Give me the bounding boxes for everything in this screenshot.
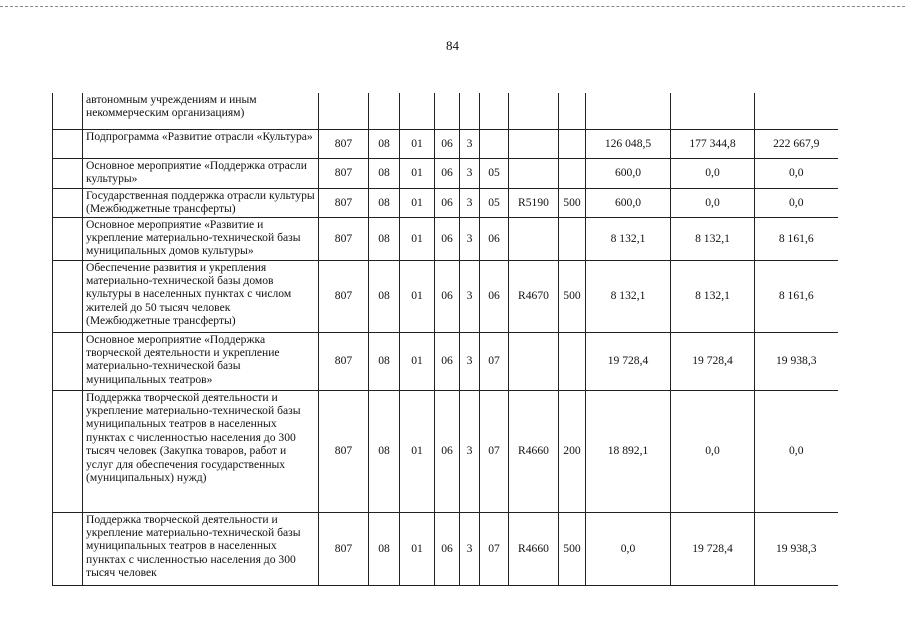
cell-subprogram-code: 3 (460, 129, 480, 158)
cell-program-code: 06 (435, 332, 460, 390)
table-row (53, 158, 838, 188)
cell-subsection-code: 01 (400, 129, 435, 158)
table-body (53, 93, 838, 585)
cell-subprogram-code: 3 (460, 332, 480, 390)
page-number: 84 (446, 38, 459, 53)
cell-amount-year-2: 8 132,1 (671, 260, 755, 332)
cell-direction-code (509, 129, 559, 158)
cell-expense-type-code: 200 (559, 390, 586, 512)
cell-section-code: 08 (369, 260, 400, 332)
cell-amount-year-3: 8 161,6 (755, 260, 838, 332)
row-margin-cell (53, 129, 83, 158)
cell-expense-type-code (559, 217, 586, 260)
cell-amount-year-3: 8 161,6 (755, 217, 838, 260)
row-margin-cell (53, 332, 83, 390)
cell-expense-type-code (559, 332, 586, 390)
cell-amount-year-1: 600,0 (586, 188, 671, 217)
cell-program-code: 06 (435, 188, 460, 217)
cell-expense-type-code: 500 (559, 260, 586, 332)
row-margin-cell (53, 260, 83, 332)
cell-amount-year-3: 0,0 (755, 390, 838, 512)
scan-edge-line (0, 6, 905, 7)
cell-subsection-code: 01 (400, 158, 435, 188)
cell-ministry-code: 807 (319, 332, 369, 390)
cell-amount-year-2: 19 728,4 (671, 512, 755, 585)
cell-event-code: 05 (480, 158, 509, 188)
cell-program-code (435, 93, 460, 129)
cell-subprogram-code (460, 93, 480, 129)
cell-amount-year-1 (586, 93, 671, 129)
cell-subsection-code: 01 (400, 390, 435, 512)
table-row (53, 129, 838, 158)
table-row (53, 332, 838, 390)
cell-amount-year-1: 600,0 (586, 158, 671, 188)
cell-direction-code (509, 332, 559, 390)
cell-ministry-code: 807 (319, 260, 369, 332)
cell-subsection-code: 01 (400, 512, 435, 585)
table-row (53, 390, 838, 512)
cell-event-code: 06 (480, 217, 509, 260)
row-name: автономным учреждениям и иным некоммерческим организациям) (83, 93, 319, 129)
cell-section-code: 08 (369, 129, 400, 158)
cell-subsection-code: 01 (400, 217, 435, 260)
cell-ministry-code: 807 (319, 512, 369, 585)
cell-amount-year-2: 0,0 (671, 188, 755, 217)
cell-amount-year-3 (755, 93, 838, 129)
row-margin-cell (53, 390, 83, 512)
cell-amount-year-1: 126 048,5 (586, 129, 671, 158)
cell-section-code: 08 (369, 332, 400, 390)
cell-amount-year-2: 0,0 (671, 158, 755, 188)
cell-ministry-code: 807 (319, 390, 369, 512)
cell-event-code: 07 (480, 390, 509, 512)
cell-program-code: 06 (435, 390, 460, 512)
cell-section-code: 08 (369, 217, 400, 260)
row-name: Основное мероприятие «Поддержка отрасли культуры» (83, 158, 319, 188)
cell-amount-year-1: 0,0 (586, 512, 671, 585)
cell-section-code: 08 (369, 188, 400, 217)
cell-amount-year-2 (671, 93, 755, 129)
cell-section-code: 08 (369, 512, 400, 585)
table-row (53, 512, 838, 585)
row-margin-cell (53, 188, 83, 217)
cell-expense-type-code (559, 158, 586, 188)
cell-ministry-code (319, 93, 369, 129)
cell-section-code: 08 (369, 158, 400, 188)
cell-subprogram-code: 3 (460, 390, 480, 512)
cell-event-code: 07 (480, 332, 509, 390)
table-row (53, 260, 838, 332)
cell-subprogram-code: 3 (460, 217, 480, 260)
row-name: Поддержка творческой деятельности и укрепление материально-технической базы муниципальных театров в населенных пунктах с численностью населения до 300 тысяч человек (83, 512, 319, 585)
cell-subsection-code: 01 (400, 260, 435, 332)
table-row (53, 93, 838, 129)
row-margin-cell (53, 158, 83, 188)
cell-event-code: 07 (480, 512, 509, 585)
cell-subsection-code: 01 (400, 332, 435, 390)
cell-event-code: 05 (480, 188, 509, 217)
cell-amount-year-2: 177 344,8 (671, 129, 755, 158)
row-name: Основное мероприятие «Развитие и укрепление материально-технической базы муниципальных домов культуры» (83, 217, 319, 260)
cell-amount-year-2: 19 728,4 (671, 332, 755, 390)
cell-ministry-code: 807 (319, 158, 369, 188)
cell-program-code: 06 (435, 217, 460, 260)
cell-ministry-code: 807 (319, 129, 369, 158)
cell-direction-code: R4660 (509, 390, 559, 512)
cell-subprogram-code: 3 (460, 260, 480, 332)
cell-subprogram-code: 3 (460, 188, 480, 217)
cell-expense-type-code: 500 (559, 188, 586, 217)
row-margin-cell (53, 217, 83, 260)
cell-expense-type-code (559, 93, 586, 129)
cell-program-code: 06 (435, 129, 460, 158)
cell-amount-year-1: 18 892,1 (586, 390, 671, 512)
cell-direction-code (509, 217, 559, 260)
cell-subprogram-code: 3 (460, 158, 480, 188)
cell-amount-year-2: 8 132,1 (671, 217, 755, 260)
cell-direction-code (509, 158, 559, 188)
cell-subprogram-code: 3 (460, 512, 480, 585)
cell-event-code: 06 (480, 260, 509, 332)
row-name: Поддержка творческой деятельности и укрепление материально-технической базы муниципальных театров в населенных пунктах с численностью населения до 300 тысяч человек (Закупка товаров, работ и услуг для обеспечения государственных (муниципальных) нужд) (83, 390, 319, 512)
cell-amount-year-1: 19 728,4 (586, 332, 671, 390)
cell-subsection-code (400, 93, 435, 129)
cell-subsection-code: 01 (400, 188, 435, 217)
cell-ministry-code: 807 (319, 217, 369, 260)
row-name: Подпрограмма «Развитие отрасли «Культура» (83, 129, 319, 158)
row-name: Государственная поддержка отрасли культуры (Межбюджетные трансферты) (83, 188, 319, 217)
cell-amount-year-3: 222 667,9 (755, 129, 838, 158)
cell-amount-year-3: 0,0 (755, 158, 838, 188)
cell-ministry-code: 807 (319, 188, 369, 217)
row-name: Обеспечение развития и укрепления материально-технической базы домов культуры в населенных пунктах с числом жителей до 50 тысяч человек (Межбюджетные трансферты) (83, 260, 319, 332)
cell-amount-year-1: 8 132,1 (586, 217, 671, 260)
cell-program-code: 06 (435, 512, 460, 585)
cell-section-code: 08 (369, 390, 400, 512)
row-margin-cell (53, 93, 83, 129)
table-row (53, 217, 838, 260)
cell-amount-year-2: 0,0 (671, 390, 755, 512)
budget-table (52, 93, 838, 586)
cell-direction-code: R4670 (509, 260, 559, 332)
cell-expense-type-code (559, 129, 586, 158)
cell-expense-type-code: 500 (559, 512, 586, 585)
cell-amount-year-3: 19 938,3 (755, 332, 838, 390)
cell-amount-year-1: 8 132,1 (586, 260, 671, 332)
table-row (53, 188, 838, 217)
cell-section-code (369, 93, 400, 129)
cell-program-code: 06 (435, 158, 460, 188)
cell-direction-code: R4660 (509, 512, 559, 585)
cell-event-code (480, 93, 509, 129)
cell-direction-code (509, 93, 559, 129)
row-name: Основное мероприятие «Поддержка творческой деятельности и укрепление материально-технической базы муниципальных театров» (83, 332, 319, 390)
cell-amount-year-3: 19 938,3 (755, 512, 838, 585)
row-margin-cell (53, 512, 83, 585)
cell-direction-code: R5190 (509, 188, 559, 217)
cell-event-code (480, 129, 509, 158)
cell-program-code: 06 (435, 260, 460, 332)
cell-amount-year-3: 0,0 (755, 188, 838, 217)
